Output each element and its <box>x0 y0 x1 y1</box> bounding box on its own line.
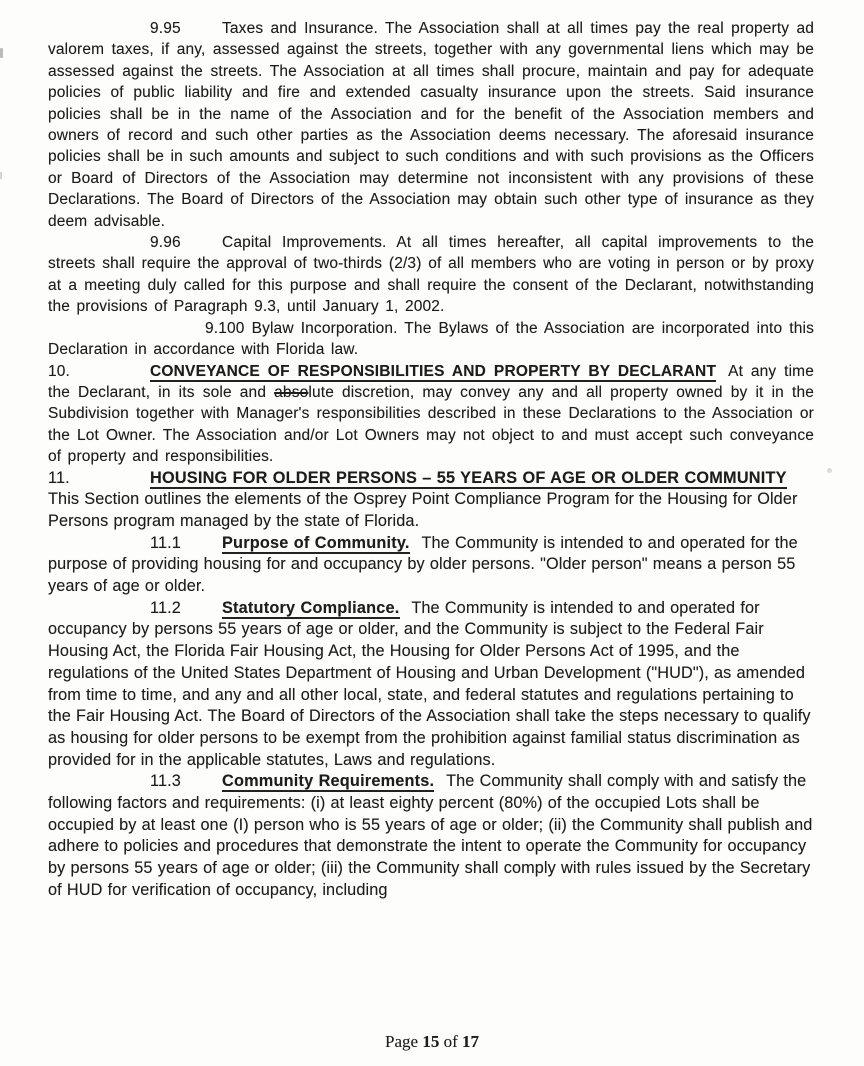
section-9-96 <box>48 232 814 318</box>
section-11-intro <box>48 489 814 532</box>
section-11-3 <box>48 771 814 901</box>
section-10 <box>48 361 814 468</box>
section-11-2 <box>48 598 814 772</box>
section-number: 10. <box>48 362 70 380</box>
section-11 <box>48 468 814 490</box>
section-text: This Section outlines the elements of the Osprey Point Compliance Program for the Housing for Older Persons program managed by the state of Florida. <box>48 490 798 530</box>
section-9-100 <box>48 318 814 361</box>
section-heading: Purpose of Community. <box>222 533 410 552</box>
section-9-95 <box>48 18 814 232</box>
section-number: 11.3 <box>150 772 181 791</box>
section-heading: Community Requirements. <box>222 772 435 791</box>
section-text: Taxes and Insurance. The Association shall at all times pay the real property ad valorem taxes, if any, assessed against the streets, together with any governmental liens which may be assessed against the streets. The Association at all times shall procure, maintain and pay for adequate policies of public liability and fire and extended casualty insurance upon the streets. Said insurance policies shall be in the name of the Association and for the benefit of the Association members and owners of record and such other parties as the Association deems necessary. The aforesaid insurance policies shall be in such amounts and subject to such conditions and with such provisions as the Officers or Board of Directors of the Association may determine not inconsistent with any provisions of these Declarations. The Board of Directors of the Association may obtain such other type of insurance as they deem advisable. <box>48 20 814 230</box>
section-number: 9.100 <box>205 319 245 337</box>
section-text: Bylaw Incorporation. The Bylaws of the Association are incorporated into this Declaration in accordance with Florida law. <box>48 319 814 359</box>
section-number: 11. <box>48 468 70 487</box>
struck-text: abso <box>274 383 309 401</box>
section-number: 9.96 <box>150 234 181 252</box>
footer-of-label: of <box>443 1032 458 1051</box>
footer-total-pages: 17 <box>461 1032 479 1051</box>
section-text: The Community shall comply with and satisfy the following factors and requirements: (i) at least eighty percent (80%) of the occupied Lots shall be occupied by at least one (I) person who is 55 years of age or older; (ii) the Community shall publish and adhere to policies and procedures that demonstrate the intent to operate the Community for occupancy by persons 55 years of age or older; (iii) the Community shall comply with rules issued by the Secretary of HUD for verification of occupancy, including <box>48 772 813 899</box>
section-heading: Statutory Compliance. <box>222 598 400 617</box>
section-text: The Community is intended to and operated for the purpose of providing housing for and occupancy by older persons. "Older person" means a person 55 years of age or older. <box>48 533 798 596</box>
section-text: lute discretion, may convey any and all property owned by it in the Subdivision together with Manager's responsibilities described in these Declarations to the Association or the Lot Owner. The Association and/or Lot Owners may not object to and must accept such conveyance of property and responsibilities. <box>48 383 814 466</box>
footer-page-label: Page <box>385 1032 419 1051</box>
document-body <box>48 18 814 902</box>
section-text: The Community is intended to and operated for occupancy by persons 55 years of age or older, and the Community is subject to the Federal Fair Housing Act, the Florida Fair Housing Act, the Housing for Older Persons Act of 1995, and the regulations of the United States Department of Housing and Urban Development ("HUD"), as amended from time to time, and any and all other local, state, and federal statutes and regulations pertaining to the Fair Housing Act. The Board of Directors of the Association shall take the steps necessary to qualify as housing for older persons to be exempt from the prohibition against familial status discrimination as provided for in the applicable statutes, Laws and regulations. <box>48 598 811 769</box>
section-number: 9.95 <box>150 20 181 37</box>
page-footer <box>0 1032 864 1052</box>
scan-artifact <box>0 172 2 179</box>
section-text: Capital Improvements. At all times hereafter, all capital improvements to the streets shall require the approval of two-thirds (2/3) of all members who are voting in person or by proxy at a meeting duly called for this purpose and shall require the consent of the Declarant, notwithstanding the provisions of Paragraph 9.3, until January 1, 2002. <box>48 234 814 316</box>
section-11-1 <box>48 533 814 598</box>
section-heading: HOUSING FOR OLDER PERSONS – 55 YEARS OF AGE OR OLDER COMMUNITY <box>150 468 787 487</box>
section-heading: CONVEYANCE OF RESPONSIBILITIES AND PROPERTY BY DECLARANT <box>150 362 717 380</box>
section-text: At any time the Declarant, in its sole and <box>48 362 815 401</box>
scan-artifact <box>0 48 3 58</box>
section-number: 11.2 <box>150 598 181 617</box>
footer-page-number: 15 <box>422 1032 440 1051</box>
section-number: 11.1 <box>150 533 181 552</box>
scan-artifact <box>827 468 832 473</box>
